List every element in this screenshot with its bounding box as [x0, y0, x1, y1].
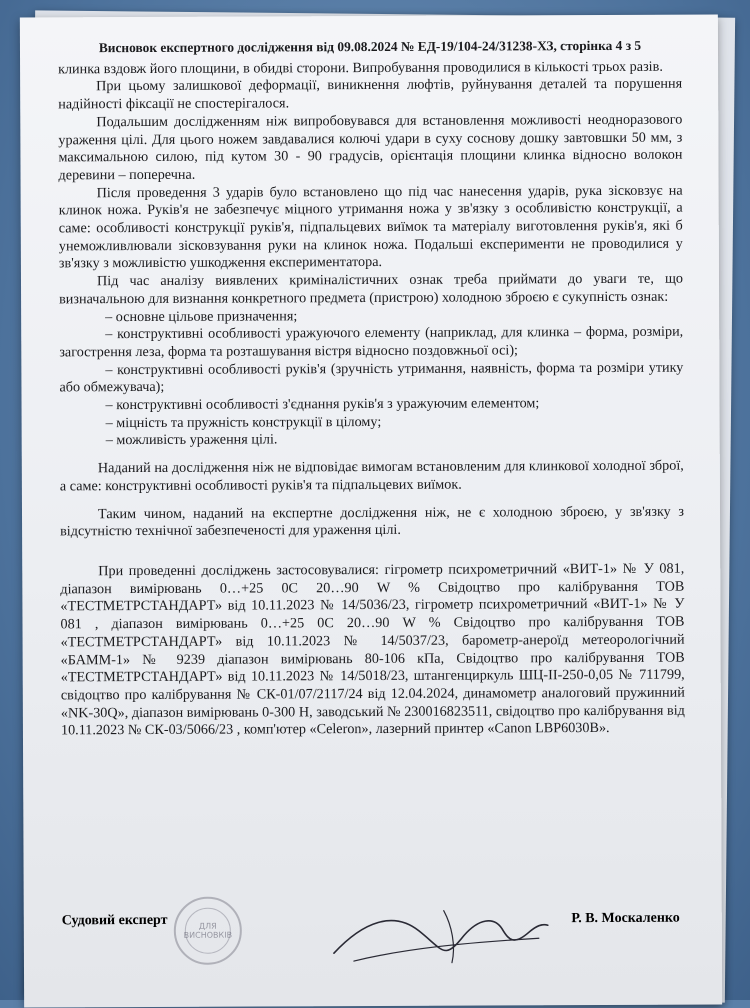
expert-role: Судовий експерт — [61, 912, 168, 929]
paragraph-1: клинка вздовж його площини, в обидві сторони. Випробування проводилися в кількості трьох разів. — [58, 58, 663, 78]
paragraph-4: Після проведення 3 ударів було встановлено що під час нанесення ударів, рука зісковзує на клинок ножа. Руків'я не забезпечує міцного утримання ножа у зв'язку з особливістю конструкції, а саме: особливості конструкції руків'я, підпальцевих виїмок та матеріалу виготовлення руків'я, які б унеможливлювали зісковзування руки на клинок ножа. Подальші експерименти не проводилися у зв'язку з можливістю ушкодження експериментатора. — [58, 182, 683, 272]
paragraph-3: Подальшим дослідженням ніж випробовувався для встановлення можливості неодноразового ураження цілі. Для цього ножем завдавалися колючі удари в суху соснову дошку завтовшки 50 мм, з максимальною силою, під кутом 30 - 90 градусів, орієнтація площини клинка відносно волокон деревини – поперечна. — [58, 111, 683, 184]
paragraph-conclusion-1: Наданий на дослідження ніж не відповідає вимогам встановленим для клинкової холодної зброї, а саме: конструктивні особливості руків'я та підпальцевих виїмок. — [59, 457, 684, 495]
paragraph-equipment: При проведенні досліджень застосовувалися: гігрометр психрометричний «ВИТ-1» № У 081, діапазон вимірювань 0…+25 0С 20…90 W % Свідоцтво про калібрування ТОВ «ТЕСТМЕТРСТАНДАРТ» від 10.11.2023 № 14/5036/23, гігрометр психрометричний «ВИТ-1» № У 081 , діапазон вимірювань 0…+25 0С 20…90 W % Свідоцтво про калібрування ТОВ «ТЕСТМЕТРСТАНДАРТ» від 10.11.2023 № 14/5037/23, барометр-анероїд метеорологічний «БАММ-1» № 9239 діапазон вимірювань 80-106 кПа, Свідоцтво про калібрування ТОВ «ТЕСТМЕТРСТАНДАРТ» від 10.11.2023 № 14/5018/23, штангенциркуль ШЦ-ІІ-250-0,05 № 711799, свідоцтво про калібрування № СК-01/07/2117/24 від 12.04.2024, динамометр аналоговий пружинний «NK-30Q», діапазон вимірювань 0-300 Н, заводський № 230016823511, свідоцтво про калібрування від 10.11.2023 № СК-03/5066/23 , комп'ютер «Celeron», лазерний принтер «Canon LBP6030B». — [60, 560, 685, 739]
document-page — [20, 14, 722, 1007]
expert-name: Р. В. Москаленко — [571, 910, 680, 927]
paragraph-conclusion-2: Таким чином, наданий на експертне дослідження ніж, не є холодною зброєю, у зв'язку з відсутністю технічної забезпеченості для ураження цілі. — [60, 503, 685, 540]
paragraph-2: При цьому залишкової деформації, виникнення люфтів, руйнування деталей та порушення надійності фіксації не спостерігалося. — [58, 76, 683, 113]
list-item-purpose: – основне цільове призначення; — [105, 307, 298, 325]
stamp-seal — [174, 897, 242, 965]
stamp-inner-ring: ДЛЯ ВИСНОВКІВ — [185, 908, 231, 954]
document-content — [58, 37, 685, 741]
list-item-damaging-element: – конструктивні особливості уражуючого елементу (наприклад, для клинка – форма, розміри, загострення леза, форма та розташування вістря відносно поздовжньої осі); — [59, 323, 684, 361]
handwritten-signature — [324, 890, 554, 971]
list-item-connection: – конструктивні особливості з'єднання руків'я з уражуючим елементом; — [105, 395, 540, 414]
list-item-target: – можливість ураження цілі. — [105, 431, 278, 449]
page-header: Висновок експертного дослідження від 09.08.2024 № ЕД-19/104-24/31238-ХЗ, сторінка 4 з 5 — [98, 37, 642, 56]
list-item-handle: – конструктивні особливості руків'я (зручність утримання, наявність, форма та розміри утику або обмежувача); — [59, 359, 684, 396]
list-item-strength: – міцність та пружність конструкції в цілому; — [105, 413, 382, 431]
paragraph-5: Під час аналізу виявлених криміналістичних ознак треба приймати до уваги те, що визначальною для визнання конкретного предмета (пристрою) холодною зброєю є сукупність ознак: — [59, 270, 684, 308]
